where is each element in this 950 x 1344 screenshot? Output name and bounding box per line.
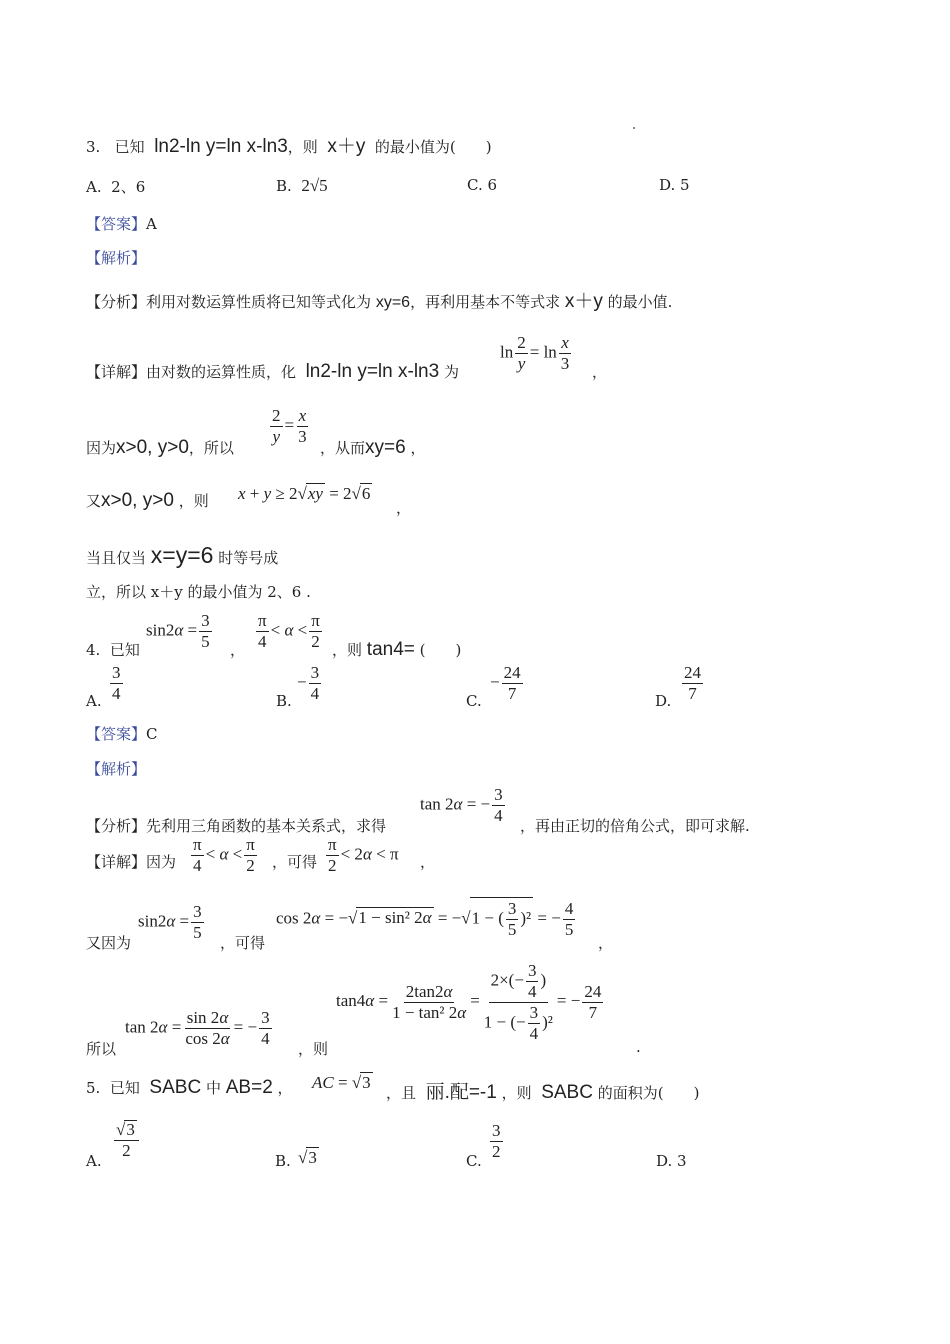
q4-line3-end: . bbox=[636, 1038, 641, 1056]
q4-detail-line3: 所以 bbox=[86, 1040, 117, 1058]
q5-vector-dot: 丽.配=-1 bbox=[425, 1082, 497, 1103]
q5-number: 5. bbox=[86, 1079, 101, 1097]
q3-fenxi bbox=[86, 286, 672, 313]
detail-equality: x=y=6 bbox=[150, 542, 214, 568]
q4-fenxi-end: ，再由正切的倍角公式，即可求解. bbox=[520, 817, 750, 835]
detail-text: ， bbox=[410, 439, 426, 457]
q3-ratio-formula: $\frac{2}{y}$ = $\frac{x}{3}$ bbox=[272, 406, 307, 446]
option-value: 2√5 bbox=[301, 176, 328, 195]
q3-detail-line3 bbox=[86, 490, 209, 512]
option-label: D. bbox=[656, 1152, 673, 1170]
detail-condition: x>0, y>0 bbox=[101, 490, 174, 511]
option-label: D. bbox=[659, 176, 676, 194]
q4-detail-line1 bbox=[86, 851, 176, 872]
q3-line3-end: ， bbox=[396, 499, 412, 517]
answer-tag: 【答案】 bbox=[86, 725, 147, 743]
q4-range2-formula: $\frac{\pi}{2}$ < 2α < π bbox=[328, 835, 399, 875]
q4-analysis-tag: 【解析】 bbox=[86, 760, 147, 778]
q4-option-c-label: C. bbox=[466, 692, 482, 710]
q4-option-b-label: B. bbox=[276, 692, 292, 710]
answer-value: C bbox=[146, 725, 158, 743]
q4-sin-formula: sin2α = $\frac{3}{5}$ bbox=[138, 902, 202, 942]
xiangjie-tag: 【详解】 bbox=[86, 853, 147, 871]
q4-detail-line3b: ，则 bbox=[298, 1040, 329, 1058]
q3-answer bbox=[86, 213, 157, 234]
q3-log-formula: ln $\frac{2}{y}$ = ln $\frac{x}{3}$ bbox=[500, 333, 570, 373]
q5-qie: ，且 bbox=[386, 1084, 417, 1102]
q3-option-a bbox=[86, 176, 145, 197]
stray-dot bbox=[633, 127, 635, 129]
option-value: 5 bbox=[680, 176, 690, 194]
fenxi-tag: 【分析】 bbox=[86, 293, 147, 311]
q3-option-d bbox=[659, 176, 690, 194]
option-value: 3 bbox=[677, 1152, 687, 1170]
fenxi-text: ，再利用基本不等式求 bbox=[410, 293, 561, 311]
q5-option-b-label: B. bbox=[275, 1152, 291, 1170]
q3-analysis-tag: 【解析】 bbox=[86, 249, 147, 267]
q5-option-c-label: C. bbox=[466, 1152, 482, 1170]
q5-option-b-value: √3 bbox=[298, 1148, 317, 1167]
q4-option-a-value: $\frac{3}{4}$ bbox=[112, 663, 121, 703]
detail-text: 由对数的运算性质，化 bbox=[146, 363, 297, 381]
q3-equation: ln2-ln y=ln x-ln3 bbox=[154, 136, 288, 157]
q4-range-condition: $\frac{\pi}{4}$ < α < $\frac{\pi}{2}$ bbox=[258, 611, 320, 651]
q5-ab: AB=2 bbox=[225, 1077, 273, 1098]
q3-inequality-formula: x + y ≥ 2√xy = 2√6 bbox=[238, 484, 371, 503]
detail-text: 因为 bbox=[86, 439, 117, 457]
detail-text: ，从而 bbox=[320, 439, 366, 457]
detail-text: ，则 bbox=[178, 492, 209, 510]
detail-xy6: xy=6 bbox=[365, 437, 406, 458]
q5-sep: ， bbox=[277, 1079, 293, 1097]
fenxi-text: 利用对数运算性质将已知等式化为 bbox=[146, 293, 372, 311]
detail-equation: ln2-ln y=ln x-ln3 bbox=[305, 361, 440, 382]
q5-triangle: SABC bbox=[541, 1082, 593, 1103]
q5-triangle: SABC bbox=[149, 1077, 202, 1098]
q5-option-a-value: $\frac{√3}{2}$ bbox=[112, 1120, 141, 1160]
option-label: A. bbox=[86, 178, 102, 196]
q5-tail: 的面积为( ) bbox=[597, 1084, 700, 1102]
q5-known: 已知 bbox=[109, 1079, 140, 1097]
option-label: C. bbox=[467, 176, 483, 194]
answer-value: A bbox=[146, 215, 157, 233]
q4-known: 已知 bbox=[109, 641, 140, 659]
q4-number: 4. bbox=[86, 641, 101, 659]
q3-xy: x＋y bbox=[327, 136, 366, 157]
q4-detail-line2: 又因为 bbox=[86, 934, 132, 952]
detail-text: 因为 bbox=[146, 853, 177, 871]
q3-stem bbox=[86, 131, 492, 158]
q5-zhong: 中 bbox=[205, 1079, 221, 1097]
q4-tan4a-formula: tan4α = $\frac{2\tan 2\alpha}{\text{1 − tan² 2α}}$ = 2×(− $\frac{3}{4}$ ) 1 − (− $\frac{3}{4}$ )² = − $\frac{24}{7}$ bbox=[336, 961, 602, 1043]
q5-stem-end bbox=[386, 1077, 699, 1104]
fenxi-tag: 【分析】 bbox=[86, 817, 147, 835]
detail-condition: x>0, y>0 bbox=[116, 437, 189, 458]
q3-option-c bbox=[467, 176, 497, 194]
q4-option-d-label: D. bbox=[655, 692, 672, 710]
detail-text: ，所以 bbox=[188, 439, 234, 457]
q3-detail-line5: 立，所以 x＋y 的最小值为 2、6 . bbox=[86, 583, 311, 601]
q4-fenxi-start bbox=[86, 815, 386, 836]
q5-stem-start bbox=[86, 1077, 293, 1099]
answer-tag: 【答案】 bbox=[86, 215, 147, 233]
q4-tan2a-formula: tan 2α = − $\frac{3}{4}$ bbox=[420, 785, 503, 825]
q4-option-a-label: A. bbox=[86, 692, 102, 710]
q4-tan-ratio-formula: tan 2α = $\frac{\sin 2\alpha}{\cos 2\alpha}$ = − $\frac{3}{4}$ bbox=[125, 1008, 270, 1048]
q3-detail-line2 bbox=[86, 437, 234, 459]
option-label: B. bbox=[276, 177, 292, 195]
q4-tan4: tan4= bbox=[366, 639, 415, 660]
q3-known: 已知 bbox=[114, 138, 145, 156]
q4-sep: ， bbox=[230, 641, 246, 659]
q5-ac-formula: AC = √3 bbox=[312, 1073, 371, 1092]
detail-text: 为 bbox=[443, 363, 459, 381]
q3-detail-line1 bbox=[86, 361, 459, 383]
detail-text: 时等号成 bbox=[218, 549, 279, 567]
q3-number: 3. bbox=[86, 138, 101, 156]
q5-option-a-label: A. bbox=[86, 1152, 102, 1170]
q4-option-b-value: − $\frac{3}{4}$ bbox=[297, 663, 320, 703]
q5-then: ，则 bbox=[501, 1084, 532, 1102]
fenxi-text: 先利用三角函数的基本关系式，求得 bbox=[146, 817, 387, 835]
q4-then: ，则 bbox=[332, 641, 363, 659]
fenxi-text: 的最小值. bbox=[607, 293, 673, 311]
option-value: 6 bbox=[487, 176, 498, 194]
q4-cos-formula: cos 2α = −√1 − sin² 2α = −√1 − ( $\frac{3}{5}$ )² = − $\frac{4}{5}$ bbox=[276, 899, 574, 939]
fenxi-xy: x＋y bbox=[564, 291, 603, 312]
q3-then: ，则 bbox=[287, 138, 318, 156]
q4-stem-start bbox=[86, 639, 140, 660]
q3-tail: 的最小值为( ) bbox=[374, 138, 492, 156]
q4-sin-condition: sin2α = $\frac{3}{5}$ bbox=[146, 611, 210, 651]
q4-paren: ( ) bbox=[419, 641, 462, 659]
q4-stem-end bbox=[332, 639, 461, 661]
q4-answer bbox=[86, 723, 158, 744]
fenxi-xy6: xy=6 bbox=[375, 294, 411, 311]
q3-detail-line2b bbox=[320, 437, 425, 459]
option-value: 2、6 bbox=[111, 178, 146, 196]
detail-text: 当且仅当 bbox=[86, 549, 147, 567]
q4-detail-line1b: ，可得 bbox=[272, 853, 318, 871]
q3-option-b bbox=[276, 176, 328, 196]
q5-option-d bbox=[656, 1152, 687, 1170]
q4-detail-line2b: ，可得 bbox=[220, 934, 266, 952]
q4-option-c-value: − $\frac{24}{7}$ bbox=[490, 663, 521, 703]
q3-line1-end: ， bbox=[592, 363, 608, 381]
q4-line2-end: ， bbox=[598, 934, 614, 952]
q4-range-formula: $\frac{\pi}{4}$ < α < $\frac{\pi}{2}$ bbox=[193, 835, 255, 875]
detail-text: 又 bbox=[86, 492, 102, 510]
q3-detail-line4 bbox=[86, 542, 278, 569]
xiangjie-tag: 【详解】 bbox=[86, 363, 147, 381]
q4-line1-end: ， bbox=[420, 853, 436, 871]
q4-option-d-value: $\frac{24}{7}$ bbox=[684, 663, 701, 703]
q5-option-c-value: $\frac{3}{2}$ bbox=[492, 1121, 501, 1161]
